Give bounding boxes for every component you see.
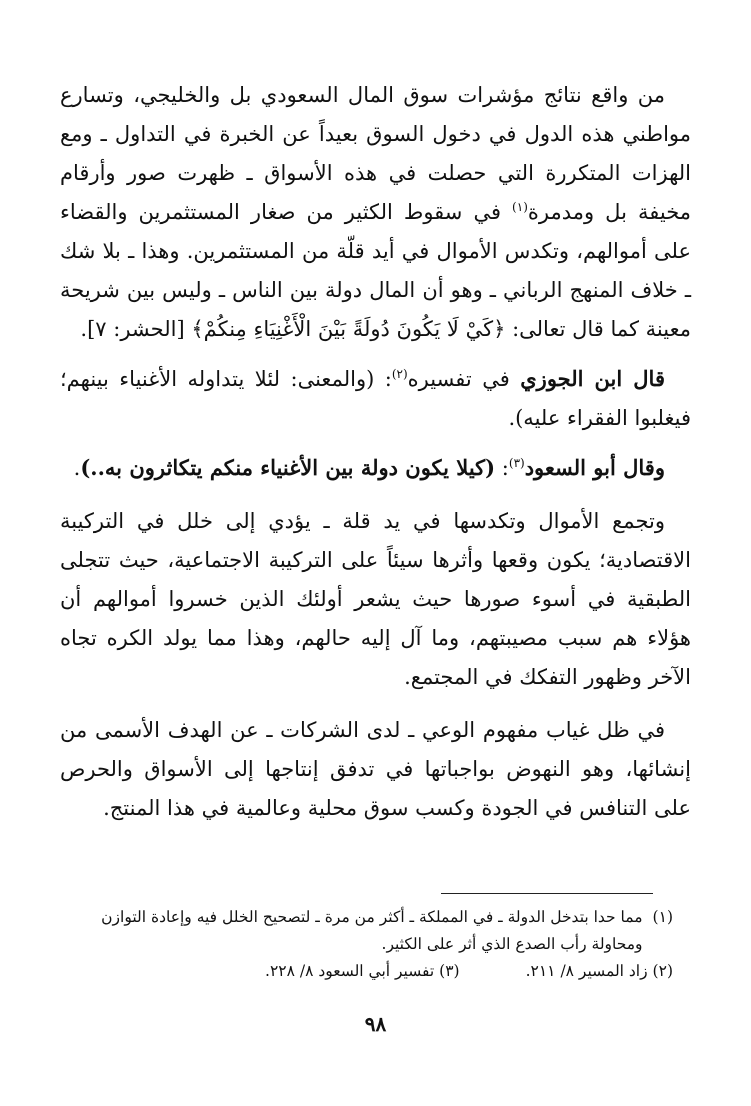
- p3-sep: :: [495, 456, 509, 480]
- paragraph-market-indicators: [60, 76, 691, 349]
- paragraph-wealth-concentration: وتجمع الأموال وتكدسها في يد قلة ـ يؤدي إلى خلل في التركيبة الاقتصادية؛ يكون وقعها وأثرها سيئاً على التركيبة الاجتماعية، حيث تتجلى الطبقية في أسوء صورها حيث يشعر أولئك الذين خسروا أموالهم أن هؤلاء هم سبب مصيبتهم، وما آل إليه حالهم، وهذا مما يولد الكره تجاه الآخر وظهور التفكك في المجتمع.: [60, 509, 691, 689]
- footnote-1-number: (١): [652, 908, 673, 926]
- paragraph-ibn-jawzi: [60, 359, 691, 438]
- footnotes-2-3: [60, 958, 673, 985]
- footnote-3-text: تفسير أبي السعود ٨/ ٢٢٨.: [265, 962, 435, 980]
- spacer: [60, 349, 691, 359]
- verse-citation: [الحشر: ٧].: [80, 317, 192, 341]
- p2-pre: في تفسيره: [407, 367, 521, 391]
- paragraph-company-awareness: في ظل غياب مفهوم الوعي ـ لدى الشركات ـ عن الهدف الأسمى من إنشائها، وهو النهوض بواجباتها في تدفق إنتاجها إلى الأسواق والحرص على التنافس في الجودة وكسب سوق محلية وعالمية في هذا المنتج.: [60, 718, 691, 820]
- author-abu-saud: وقال أبو السعود: [524, 455, 665, 480]
- footnotes: [60, 904, 673, 985]
- footnote-2-number: (٢): [652, 962, 673, 980]
- abu-saud-quote: (كيلا يكون دولة بين الأغنياء منكم يتكاثرون به..): [80, 455, 496, 480]
- page-number: ٩٨: [364, 1012, 387, 1036]
- main-text: [60, 76, 691, 828]
- footnote-1: [60, 904, 673, 958]
- p1-text-part1: من واقع نتائج مؤشرات سوق المال السعودي بل والخليجي، وتسارع مواطني هذه الدول في دخول السوق بعيداً عن الخبرة في التداول ـ ومع الهزات المتكررة التي حصلت في هذه الأسواق ـ ظهرت صور وأرقام مخيفة بل ومدمرة: [60, 83, 692, 224]
- footnote-ref-2: (٢): [391, 367, 408, 381]
- spacer: [60, 488, 691, 502]
- footnote-2-text: زاد المسير ٨/ ٢١١.: [525, 962, 648, 980]
- footnote-2: [526, 958, 673, 985]
- author-ibn-jawzi: قال ابن الجوزي: [520, 366, 665, 391]
- p2-text: : (والمعنى: لئلا يتداوله الأغنياء بينهم؛ فيغلبوا الفقراء عليه).: [60, 367, 691, 430]
- footnote-3-number: (٣): [439, 962, 460, 980]
- footnote-3: [265, 958, 460, 985]
- p1-text-part2: في سقوط الكثير من صغار المستثمرين والقضاء على أموالهم، وتكدس الأموال في أيد قلّة من المستثمرين. وهذا ـ بلا شك ـ خلاف المنهج الرباني ـ وهو أن المال دولة بين الناس ـ وليس بين شريحة معينة كما قال تعالى:: [60, 200, 691, 341]
- paragraph-abu-saud: [60, 448, 691, 488]
- footnote-separator: [441, 893, 653, 894]
- footnote-ref-3: (٣): [508, 456, 525, 470]
- p3-end: .: [73, 456, 81, 480]
- footnote-ref-1: (١): [512, 200, 528, 214]
- footnote-1-text: مما حدا بتدخل الدولة ـ في المملكة ـ أكثر من مرة ـ لتصحيح الخلل فيه وإعادة التوازن ومحاولة رأب الصدع الذي أثر على الكثير.: [101, 908, 643, 953]
- spacer: [60, 438, 691, 448]
- quran-verse: ﴿كَيْ لَا يَكُونَ دُولَةً بَيْنَ الْأَغْنِيَاءِ مِنكُمْ﴾: [191, 317, 506, 341]
- spacer: [60, 697, 691, 711]
